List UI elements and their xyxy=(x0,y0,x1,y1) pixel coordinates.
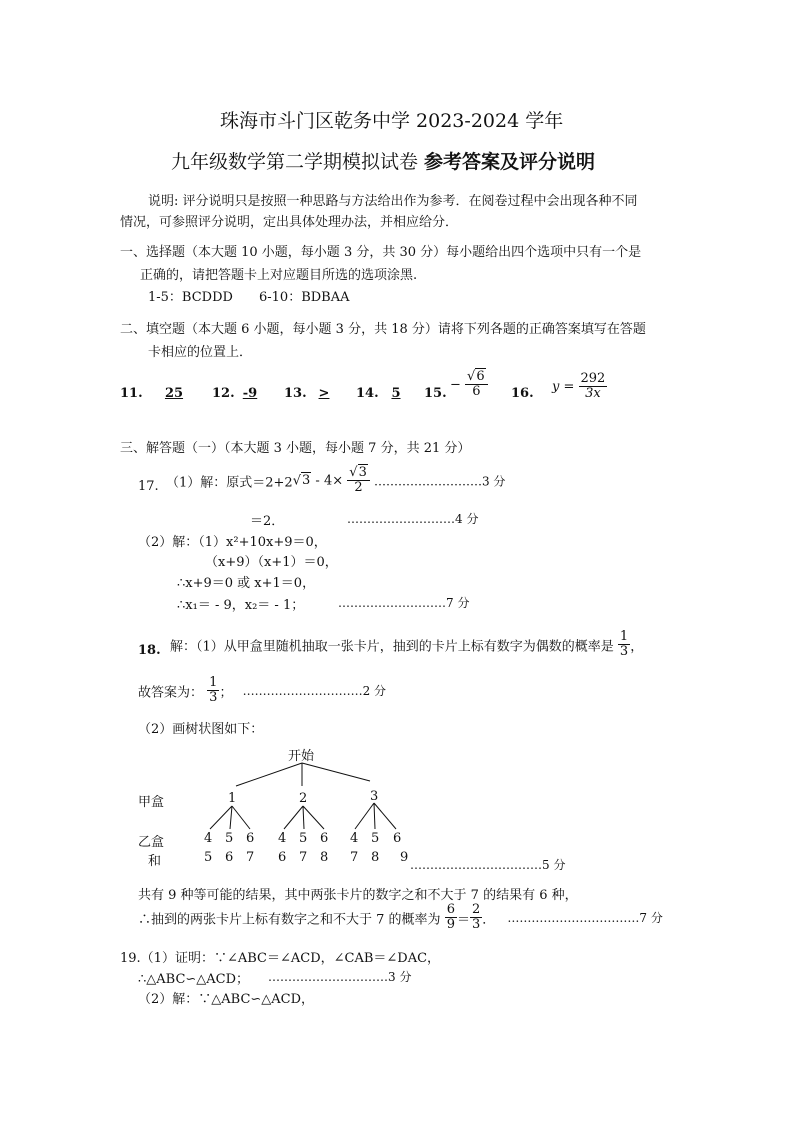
tree-leaf-6: 6 xyxy=(320,831,329,846)
q18-l5-score: ……………………………7 分 xyxy=(507,911,663,926)
q18-l5-tail: ． xyxy=(482,912,496,928)
tree-line-1-5 xyxy=(230,806,232,829)
q18-line3: （2）画树状图如下： xyxy=(138,722,264,737)
q15-denominator: 6 xyxy=(472,384,481,400)
tree-leaf-9: 6 xyxy=(393,831,402,846)
q18-l5-eq: ＝ xyxy=(456,912,470,928)
q17-p1-prefix: （1）解：原式＝2+2 xyxy=(166,475,293,491)
q19-line3: （2）解：∵△ABC∽△ACD， xyxy=(138,992,315,1007)
tree-line-3-6 xyxy=(374,803,396,829)
q17-p1-mid: - 4× xyxy=(311,473,344,489)
q16-denominator: 3x xyxy=(585,386,601,402)
q15-radicand: 6 xyxy=(476,369,485,384)
q11-number: 11. xyxy=(120,386,143,401)
q17-label: 17. xyxy=(138,479,159,494)
title-bold: 参考答案及评分说明 xyxy=(424,151,596,173)
q18-l5-num2: 2 xyxy=(471,902,481,917)
tree-sum-6: 8 xyxy=(320,850,329,865)
tree-sum-4: 6 xyxy=(278,850,287,865)
tree-line-1-4 xyxy=(210,806,232,829)
tree-sum-5: 7 xyxy=(299,850,308,865)
section2-line-1: 二、填空题（本大题 6 小题，每小题 3 分，共 18 分）请将下列各题的正确答案填写在答题 xyxy=(120,322,646,337)
q17-part2-line3: ∴x+9＝0 或 x+1＝0， xyxy=(177,576,316,591)
tree-sum-7: 7 xyxy=(350,850,359,865)
tree-sum-9: 9 xyxy=(400,850,409,865)
tree-leaf-3: 6 xyxy=(246,831,255,846)
q18-label: 18. xyxy=(138,643,161,658)
q18-l1-num: 1 xyxy=(619,629,629,644)
tree-sum-8: 8 xyxy=(371,850,380,865)
q17-part1-score2: ………………………4 分 xyxy=(347,512,479,526)
tree-sum-2: 6 xyxy=(225,850,234,865)
q17-p1-sqrt: √3 xyxy=(292,473,311,489)
tree-node-3: 3 xyxy=(370,789,379,804)
q16-number: 16. xyxy=(511,386,534,401)
tree-sum-1: 5 xyxy=(204,850,213,865)
tree-leaf-4: 4 xyxy=(278,831,287,846)
q17-p1-radicand: 3 xyxy=(302,473,311,489)
q17-part1-line2: ＝2． xyxy=(250,514,285,529)
intro-line-2: 情况，可参照评分说明，定出具体处理办法，并相应给分． xyxy=(120,215,459,230)
q14-answer: 5 xyxy=(391,386,401,401)
section1-line-1: 一、选择题（本大题 10 小题，每小题 3 分，共 30 分）每小题给出四个选项中只有一个是 xyxy=(120,245,642,260)
q17-part2-line1: （2）解：（1）x²+10x+9＝0， xyxy=(138,535,327,550)
q15-sign: − xyxy=(450,377,461,393)
tree-leaf-5: 5 xyxy=(299,831,308,846)
q19-line1: 19.（1）证明：∵∠ABC＝∠ACD，∠CAB＝∠DAC， xyxy=(120,951,441,966)
q18-l2-num: 1 xyxy=(209,675,218,690)
tree-line-root-1 xyxy=(236,763,302,786)
q18-l1-tail: ， xyxy=(630,639,644,655)
q18-l5-num1: 6 xyxy=(446,902,455,917)
q18-l2-tail: ； xyxy=(219,685,233,701)
tree-root: 开始 xyxy=(288,749,315,764)
q17-p1-frac-den: 2 xyxy=(354,480,363,496)
q16-lhs: y = xyxy=(552,379,575,395)
q12-answer: -9 xyxy=(242,386,258,401)
q12-number: 12. xyxy=(212,386,235,401)
tree-row3-label: 和 xyxy=(148,854,162,869)
tree-sum-3: 7 xyxy=(246,850,255,865)
q18-l1-den: 3 xyxy=(619,644,629,660)
q18-l2-score: …………………………2 分 xyxy=(242,684,387,699)
tree-line-2-5 xyxy=(303,806,304,829)
title-line-1: 珠海市斗门区乾务中学 2023-2024 学年 xyxy=(220,110,564,132)
section2-line-2: 卡相应的位置上． xyxy=(148,345,253,360)
section1-line-2: 正确的，请把答题卡上对应题目所选的选项涂黑. xyxy=(140,268,418,283)
q17-p1-frac-num: √3 xyxy=(347,466,370,481)
intro-line-1: 说明: 评分说明只是按照一种思路与方法给出作为参考．在阅卷过程中会出现各种不同 xyxy=(148,194,638,209)
q14-number: 14. xyxy=(356,386,379,401)
q18-l5-fraction2 xyxy=(470,903,482,933)
q17-part2-score: ………………………7 分 xyxy=(338,596,470,610)
q18-line4: 共有 9 种等可能的结果，其中两张卡片的数字之和不大于 7 的结果有 6 种， xyxy=(138,888,578,903)
tree-line-root-3 xyxy=(302,763,370,781)
q18-l1-text: 解：（1）从甲盒里随机抽取一张卡片，抽到的卡片上标有数字为偶数的概率是 xyxy=(170,639,614,655)
tree-line-3-4 xyxy=(355,803,374,829)
q18-l5-fraction1 xyxy=(445,903,457,933)
q13-answer: > xyxy=(318,386,330,401)
q18-l2-text: 故答案为： xyxy=(138,685,204,701)
tree-line-2-6 xyxy=(303,806,324,829)
q15-numerator: √6 xyxy=(465,370,488,385)
title-regular: 九年级数学第二学期模拟试卷 xyxy=(171,151,425,173)
tree-score: ……………………………5 分 xyxy=(410,858,566,872)
tree-leaf-8: 5 xyxy=(371,831,380,846)
q18-l5-den2: 3 xyxy=(471,917,481,933)
q19-line2-score: …………………………3 分 xyxy=(268,970,412,984)
tree-leaf-2: 5 xyxy=(225,831,234,846)
tree-row1-label: 甲盒 xyxy=(138,795,165,810)
tree-node-1: 1 xyxy=(228,791,237,806)
q18-l5-prefix: ∴抽到的两张卡片上标有数字之和不大于 7 的概率为 xyxy=(138,912,441,928)
q17-part2-line4: ∴x₁＝ - 9，x₂＝ - 1； xyxy=(177,598,305,613)
tree-leaf-7: 4 xyxy=(350,831,359,846)
q17-part2-line2: （x+9）（x+1）＝0， xyxy=(205,555,338,570)
tree-line-2-4 xyxy=(284,806,303,829)
q16-numerator: 292 xyxy=(580,371,606,386)
q18-l5-den1: 9 xyxy=(446,917,455,933)
q18-l2-den: 3 xyxy=(209,690,218,706)
tree-line-3-5 xyxy=(374,803,375,829)
tree-line-1-6 xyxy=(232,806,250,829)
q19-line2: ∴△ABC∽△ACD； xyxy=(138,972,250,987)
q17-p1-score: ………………………3 分 xyxy=(373,474,506,489)
q18-line5 xyxy=(138,903,663,933)
tree-row2-label: 乙盒 xyxy=(138,835,165,850)
q17-p1-frac-radicand: 3 xyxy=(358,465,367,480)
q11-answer: 25 xyxy=(164,386,184,401)
tree-leaf-1: 4 xyxy=(204,831,213,846)
q15-number: 15. xyxy=(424,386,447,401)
choice-answers-6-10: 6-10：BDBAA xyxy=(259,290,350,305)
choice-answers-1-5: 1-5：BCDDD xyxy=(148,290,233,305)
tree-node-2: 2 xyxy=(299,791,308,806)
section3-heading: 三、解答题（一）（本大题 3 小题，每小题 7 分，共 21 分） xyxy=(120,441,471,456)
q13-number: 13. xyxy=(284,386,307,401)
